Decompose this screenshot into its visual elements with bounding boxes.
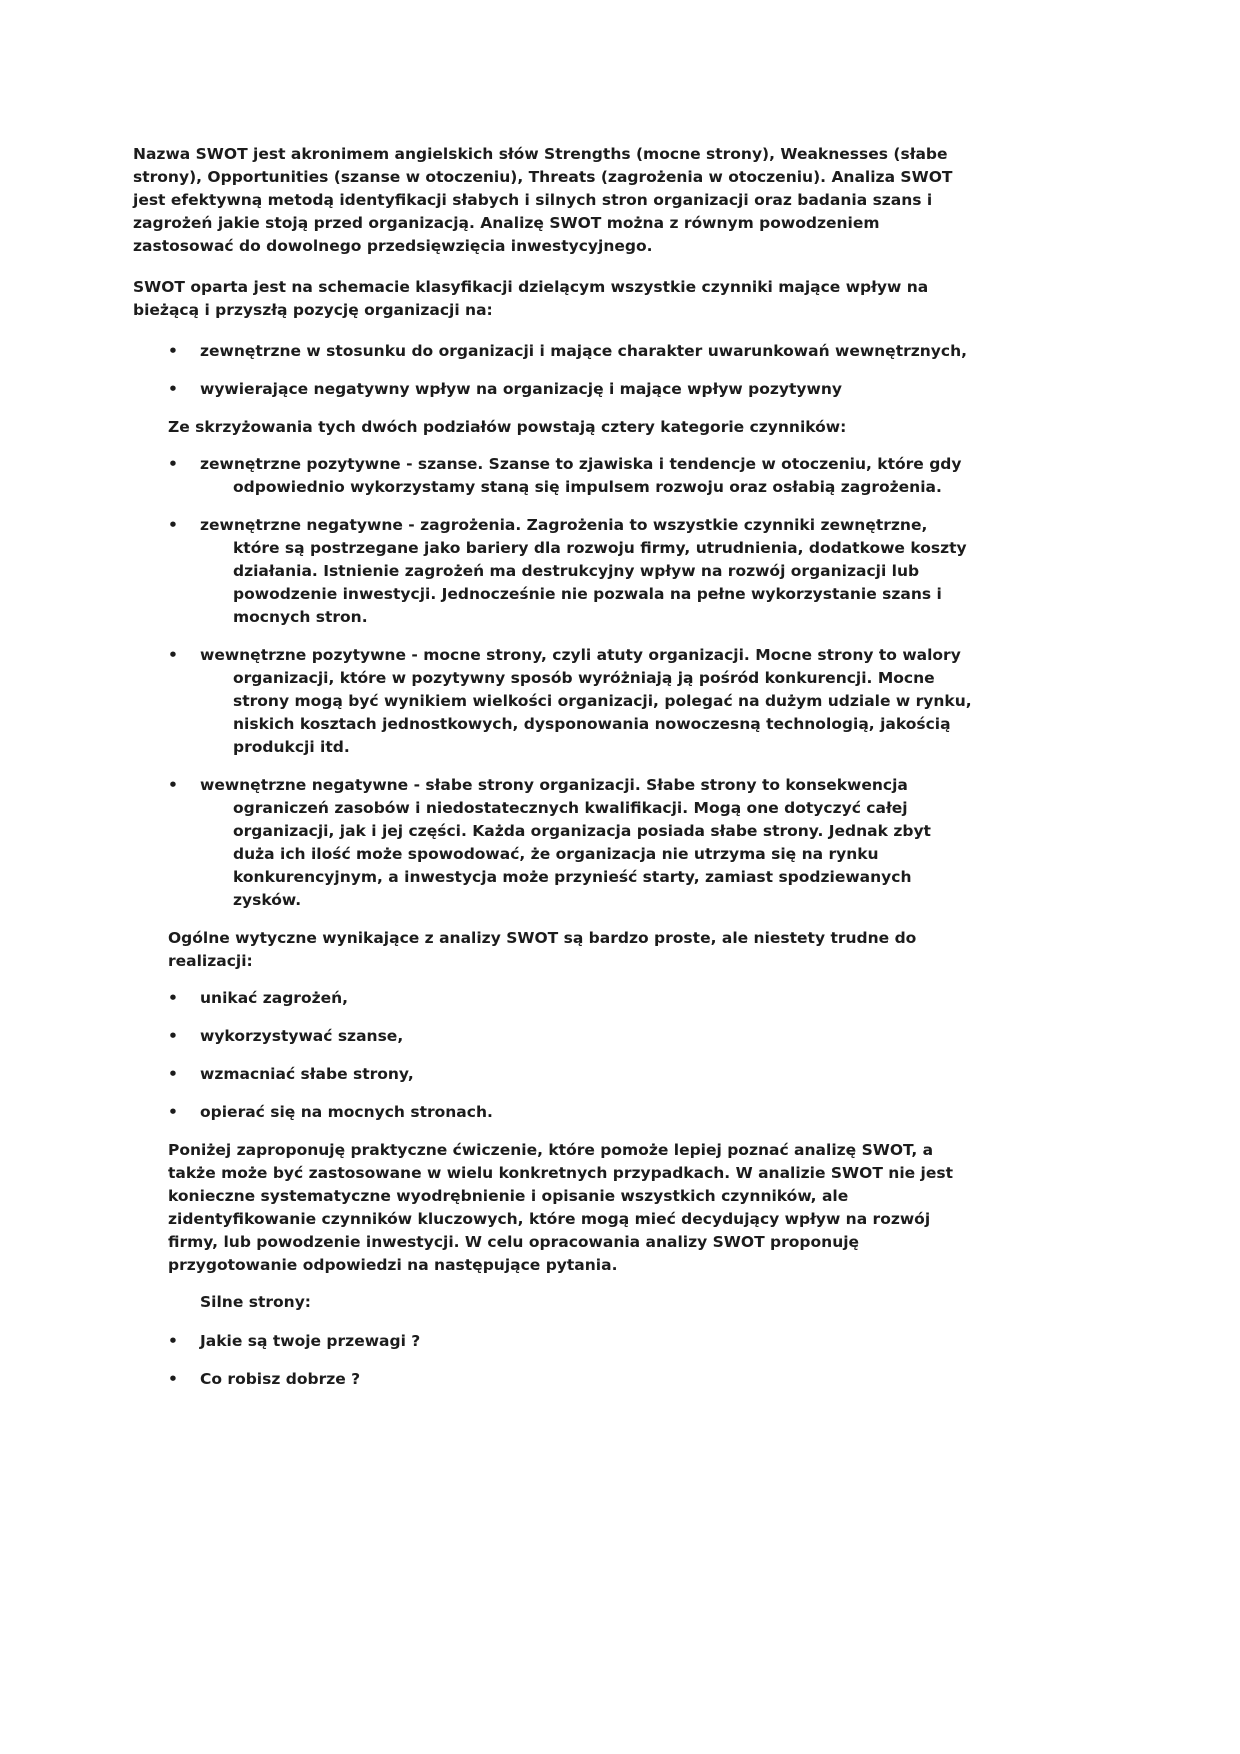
paragraph-exercise: Poniżej zaproponuję praktyczne ćwiczenie, które pomoże lepiej poznać analizę SWOT, a także może być zastosowane w wielu konkretnych przypadkach. W analizie SWOT nie jest konieczne systematyczne wyodrębnienie i opisanie wszystkich czynników, ale zidentyfikowanie czynników kluczowych, które mogą mieć decydujący wpływ na rozwój firmy, lub powodzenie inwestycji. W celu opracowania analizy SWOT proponuję przygotowanie odpowiedzi na następujące pytania. (168, 1141, 954, 1274)
list-item-text: opierać się na mocnych stronach. (200, 1103, 493, 1121)
list-item-text: zewnętrzne w stosunku do organizacji i mające charakter uwarunkowań wewnętrznych, (200, 342, 968, 360)
bullet-icon: • (168, 1370, 178, 1388)
bullet-icon: • (168, 1103, 178, 1121)
list-item (168, 1101, 973, 1124)
heading-strengths: Silne strony: (200, 1293, 311, 1311)
list-item (168, 378, 973, 401)
list-item-text: wzmacniać słabe strony, (200, 1065, 414, 1083)
list-item-text: zewnętrzne negatywne - zagrożenia. Zagrożenia to wszystkie czynniki zewnętrzne, które są postrzegane jako bariery dla rozwoju firmy, utrudnienia, dodatkowe koszty działania. Istnienie zagrożeń ma destrukcyjny wpływ na rozwój organizacji lub powodzenie inwestycji. Jednocześnie nie pozwala na pełne wykorzystanie szans i mocnych stron. (200, 516, 967, 626)
bullet-icon: • (168, 1027, 178, 1045)
list-item (168, 340, 973, 363)
paragraph-swot-intro: Nazwa SWOT jest akronimem angielskich słów Strengths (mocne strony), Weaknesses (słabe strony), Opportunities (szanse w otoczeniu), Threats (zagrożenia w otoczeniu). Analiza SWOT jest efektywną metodą identyfikacji słabych i silnych stron organizacji oraz badania szans i zagrożeń jakie stoją przed organizacją. Analizę SWOT można z równym powodzeniem zastosować do dowolnego przedsięwzięcia inwestycyjnego. (133, 145, 953, 255)
list-item-text: wewnętrzne pozytywne - mocne strony, czyli atuty organizacji. Mocne strony to walory organizacji, które w pozytywny sposób wyróżniają ją pośród konkurencji. Mocne strony mogą być wynikiem wielkości organizacji, polegać na dużym udziale w rynku, niskich kosztach jednostkowych, dysponowania nowoczesną technologią, jakością produkcji itd. (200, 646, 972, 756)
bullet-icon: • (168, 1065, 178, 1083)
bullet-list-categories (133, 453, 973, 912)
list-item (168, 453, 973, 499)
paragraph-guidelines-intro: Ogólne wytyczne wynikające z analizy SWOT są bardzo proste, ale niestety trudne do realizacji: (168, 929, 917, 970)
bullet-icon: • (168, 455, 178, 473)
list-item (168, 987, 973, 1010)
list-item-text: unikać zagrożeń, (200, 989, 349, 1007)
list-item (168, 1025, 973, 1048)
list-item (168, 1063, 973, 1086)
list-item-text: Jakie są twoje przewagi ? (200, 1332, 421, 1350)
paragraph-categories-intro: Ze skrzyżowania tych dwóch podziałów powstają cztery kategorie czynników: (168, 418, 847, 436)
bullet-icon: • (168, 342, 178, 360)
list-item-text: wewnętrzne negatywne - słabe strony organizacji. Słabe strony to konsekwencja ograniczeń zasobów i niedostatecznych kwalifikacji. Mogą one dotyczyć całej organizacji, jak i jej części. Każda organizacja posiada słabe strony. Jednak zbyt duża ich ilość może spowodować, że organizacja nie utrzyma się na rynku konkurencyjnym, a inwestycja może przynieść starty, zamiast spodziewanych zysków. (200, 776, 931, 909)
list-item-text: wywierające negatywny wpływ na organizację i mające wpływ pozytywny (200, 380, 842, 398)
list-item (168, 644, 973, 759)
bullet-icon: • (168, 776, 178, 794)
bullet-icon: • (168, 380, 178, 398)
paragraph-swot-classification: SWOT oparta jest na schemacie klasyfikacji dzielącym wszystkie czynniki mające wpływ na bieżącą i przyszłą pozycję organizacji na: (133, 278, 929, 319)
list-item-text: wykorzystywać szanse, (200, 1027, 404, 1045)
list-item (168, 774, 973, 912)
bullet-list-strength-questions (133, 1330, 973, 1391)
bullet-icon: • (168, 989, 178, 1007)
bullet-list-guidelines (133, 987, 973, 1124)
list-item-text: zewnętrzne pozytywne - szanse. Szanse to zjawiska i tendencje w otoczeniu, które gdy odpowiednio wykorzystamy staną się impulsem rozwoju oraz osłabią zagrożenia. (200, 455, 962, 496)
list-item-text: Co robisz dobrze ? (200, 1370, 361, 1388)
bullet-icon: • (168, 646, 178, 664)
list-item (168, 514, 973, 629)
bullet-icon: • (168, 516, 178, 534)
list-item (168, 1368, 973, 1391)
bullet-icon: • (168, 1332, 178, 1350)
list-item (168, 1330, 973, 1353)
bullet-list-classification (133, 340, 973, 401)
